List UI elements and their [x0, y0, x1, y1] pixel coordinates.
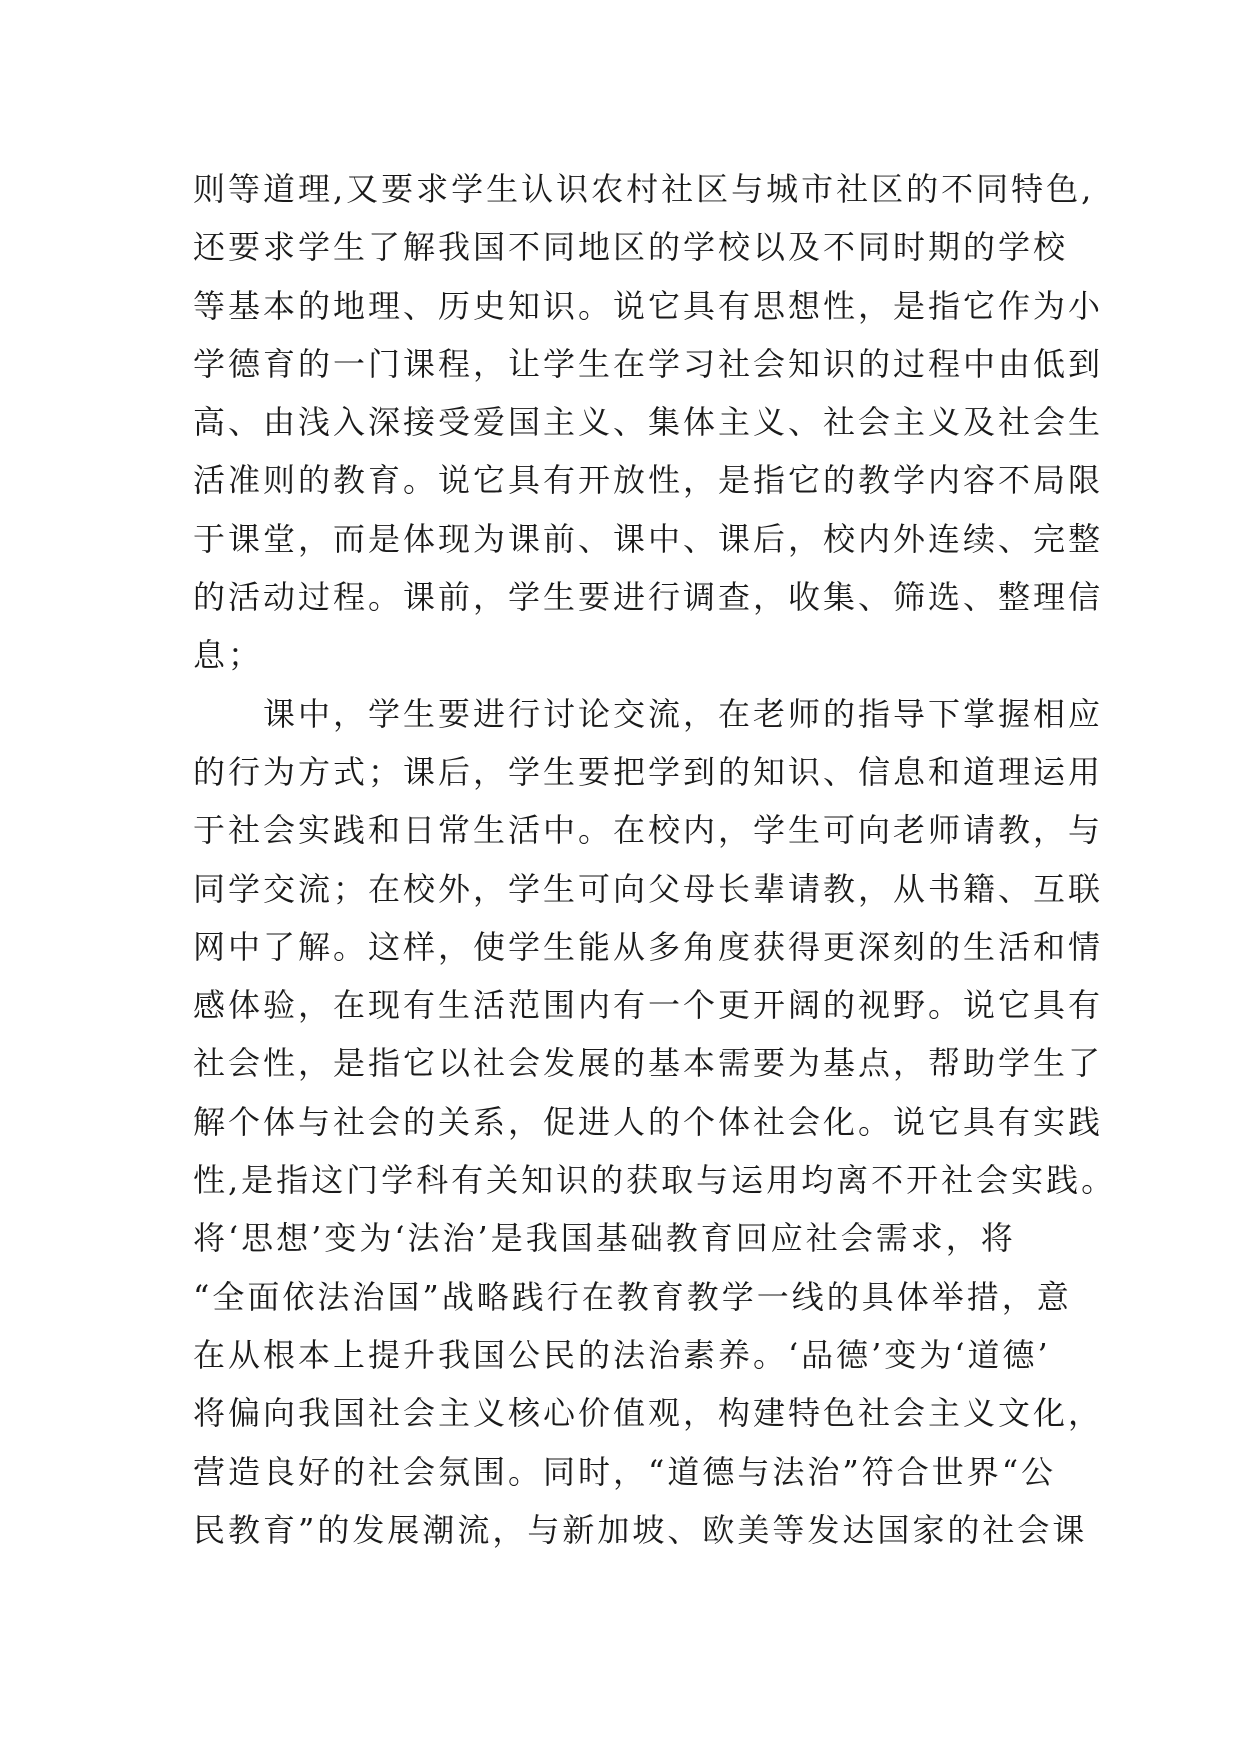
text-line: 感体验，在现有生活范围内有一个更开阔的视野。说它具有 — [193, 986, 1104, 1025]
text-line: “全面依法治国”战略践行在教育教学一线的具体举措，意 — [193, 1277, 1072, 1316]
text-line: 等基本的地理、历史知识。说它具有思想性，是指它作为小 — [193, 286, 1104, 325]
text-line: 解个体与社会的关系，促进人的个体社会化。说它具有实践 — [193, 1102, 1104, 1141]
text-line: 高、由浅入深接受爱国主义、集体主义、社会主义及社会生 — [193, 403, 1104, 442]
text-line: 则等道理,又要求学生认识农村社区与城市社区的不同特色, — [193, 170, 1095, 208]
paragraph-start-line: 课中，学生要进行讨论交流，在老师的指导下掌握相应 — [263, 694, 1104, 733]
text-line: 息； — [193, 636, 264, 675]
text-line: 将偏向我国社会主义核心价值观，构建特色社会主义文化， — [193, 1394, 1104, 1433]
text-line: 于社会实践和日常生活中。在校内，学生可向老师请教，与 — [193, 811, 1104, 850]
text-line: 还要求学生了解我国不同地区的学校以及不同时期的学校 — [193, 228, 1069, 267]
text-line: 营造良好的社会氛围。同时，“道德与法治”符合世界“公 — [193, 1452, 1057, 1491]
text-line: 活准则的教育。说它具有开放性，是指它的教学内容不局限 — [193, 461, 1104, 500]
text-line: 同学交流；在校外，学生可向父母长辈请教，从书籍、互联 — [193, 869, 1104, 908]
text-line: 的行为方式；课后，学生要把学到的知识、信息和道理运用 — [193, 752, 1104, 791]
text-line: 社会性，是指它以社会发展的基本需要为基点，帮助学生了 — [193, 1044, 1104, 1083]
text-line: 在从根本上提升我国公民的法治素养。‘品德’变为‘道德’ — [193, 1335, 1051, 1374]
text-line: 于课堂，而是体现为课前、课中、课后，校内外连续、完整 — [193, 519, 1104, 558]
text-line: 学德育的一门课程，让学生在学习社会知识的过程中由低到 — [193, 344, 1104, 383]
text-line: 民教育”的发展潮流，与新加坡、欧美等发达国家的社会课 — [193, 1510, 1088, 1549]
body-text — [193, 160, 1117, 1559]
text-line: 网中了解。这样，使学生能从多角度获得更深刻的生活和情 — [193, 927, 1104, 966]
text-line: 将‘思想’变为‘法治’是我国基础教育回应社会需求，将 — [193, 1219, 1016, 1258]
text-line: 的活动过程。课前，学生要进行调查，收集、筛选、整理信 — [193, 578, 1104, 617]
text-line: 性,是指这门学科有关知识的获取与运用均离不开社会实践。 — [193, 1161, 1117, 1200]
